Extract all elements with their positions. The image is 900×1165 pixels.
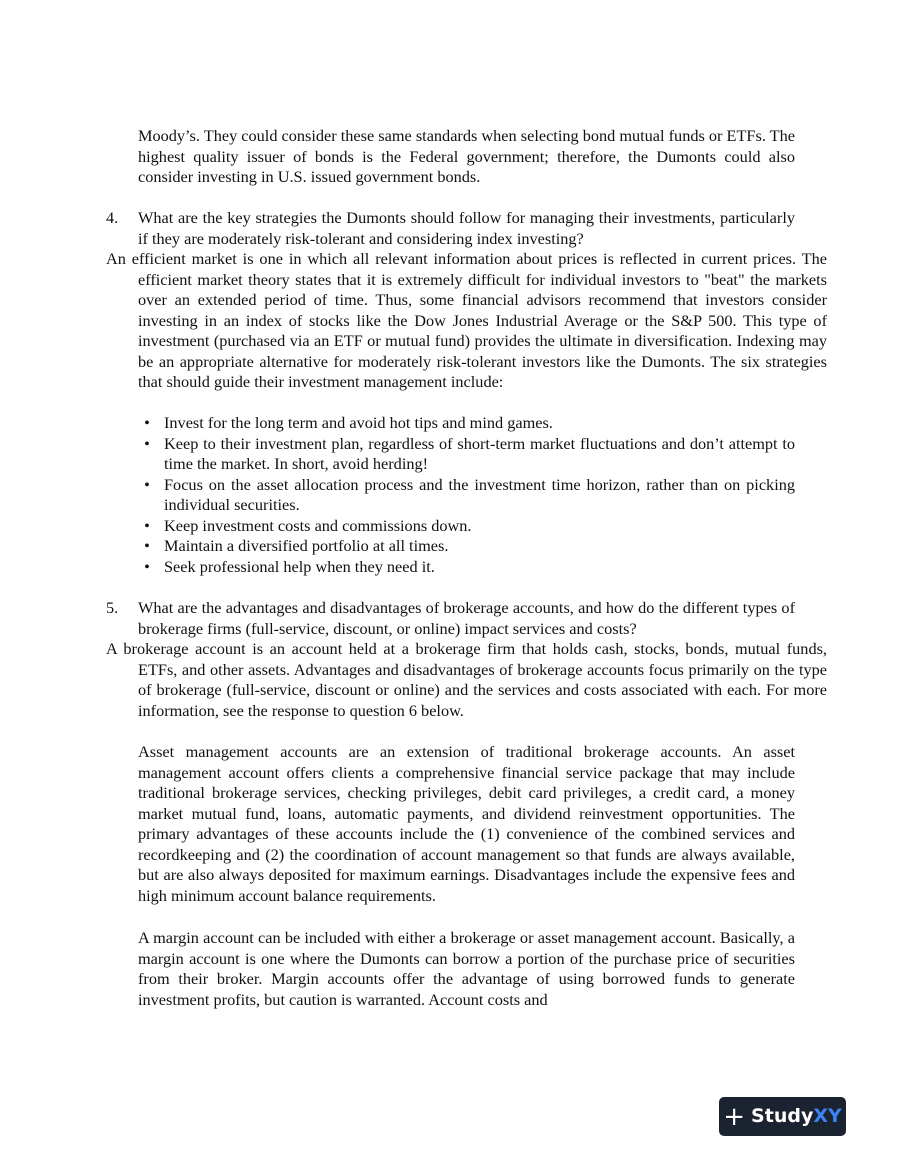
question-number: 4.: [106, 208, 119, 227]
strategy-list: [138, 413, 795, 577]
list-item: • Invest for the long term and avoid hot tips and mind games.: [138, 413, 795, 434]
question-text: What are the advantages and disadvantages of brokerage accounts, and how do the different types of brokerage firms (full-service, discount, or online) impact services and costs?: [138, 598, 795, 638]
list-item: • Keep investment costs and commissions down.: [138, 516, 795, 537]
logo-text-xy: XY: [813, 1105, 842, 1128]
bullet-icon: •: [144, 536, 150, 555]
plus-icon: +: [723, 1101, 746, 1132]
bullet-icon: •: [144, 433, 150, 453]
answer-paragraph: Asset management accounts are an extension of traditional brokerage accounts. An asset management account offers clients a comprehensive financial service package that may include traditional brokerage services, checking privileges, debit card privileges, a credit card, a money market mutual fund, loans, automatic payments, and dividend reinvestment opportunities. The primary advantages of these accounts include the (1) convenience of the combined services and recordkeeping and (2) the coordination of account management so that funds are always available, but are also always deposited for maximum earnings. Disadvantages include the expensive fees and high minimum account balance requirements.: [138, 742, 795, 905]
bullet-icon: •: [144, 515, 150, 535]
list-item: • Seek professional help when they need it.: [138, 557, 795, 578]
list-item: • Keep to their investment plan, regardless of short-term market fluctuations and don’t attempt to time the market. In short, avoid herding!: [138, 434, 795, 475]
studyxy-logo: [719, 1097, 846, 1136]
list-item: • Maintain a diversified portfolio at all times.: [138, 536, 795, 557]
bullet-icon: •: [144, 413, 150, 432]
question-number: 5.: [106, 598, 119, 617]
answer-text: A brokerage account is an account held at a brokerage firm that holds cash, stocks, bonds, mutual funds, ETFs, and other assets. Advantages and disadvantages of brokerage accounts focus primarily on the type of brokerage (full-service, discount or online) and the services and costs associated with each. For more information, see the response to question 6 below.: [106, 639, 827, 720]
paragraph-continuation: Moody’s. They could consider these same standards when selecting bond mutual funds or ETFs. The highest quality issuer of bonds is the Federal government; therefore, the Dumonts could also consider investing in U.S. issued government bonds.: [138, 126, 795, 186]
answer-text: An efficient market is one in which all relevant information about prices is reflected in current prices. The efficient market theory states that it is extremely difficult for individual investors to "beat" the markets over an extended period of time. Thus, some financial advisors recommend that investors consider investing in an index of stocks like the Dow Jones Industrial Average or the S&P 500. This type of investment (purchased via an ETF or mutual fund) provides the ultimate in diversification. Indexing may be an appropriate alternative for moderately risk-tolerant investors like the Dumonts. The six strategies that should guide their investment management include:: [106, 249, 827, 391]
question-text: What are the key strategies the Dumonts should follow for managing their investments, particularly if they are moderately risk-tolerant and considering index investing?: [138, 208, 795, 248]
bullet-icon: •: [144, 474, 150, 494]
list-item: • Focus on the asset allocation process and the investment time horizon, rather than on picking individual securities.: [138, 475, 795, 516]
bullet-icon: •: [144, 556, 150, 576]
answer-paragraph: A margin account can be included with either a brokerage or asset management account. Basically, a margin account is one where the Dumonts can borrow a portion of the purchase price of securities from their broker. Margin accounts offer the advantage of using borrowed funds to generate investment profits, but caution is warranted. Account costs and: [138, 928, 795, 1009]
logo-text-study: Study: [751, 1105, 814, 1128]
